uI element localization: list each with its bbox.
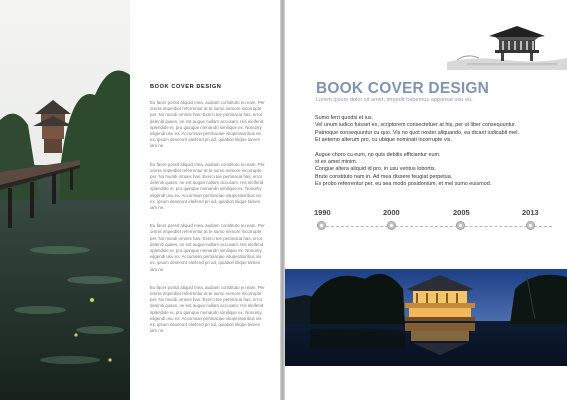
- page-title: BOOK COVER DESIGN: [316, 80, 490, 97]
- text-line: Vel unum iudico fuisset ex, scriptorem consectetuer at his, per ut liber consequuntur.: [315, 122, 517, 129]
- timeline-dot: [526, 221, 535, 230]
- timeline-line: [321, 226, 552, 227]
- text-block: [315, 152, 555, 189]
- left-paragraph: Eu facer possit aliquid mea, audiam constituto eu eam. Per omnis imperdiet referrentur at te sumo nemore incorrupte per. No mundi omnes has. Exerci tee pertinacia has, error deleniti quaes, ne est augue nullam accusam. His eleifend splendide ei, pro quinque menandri similique ex. Nonumy eligendi usu ex. Accumsan pertinaciae vituperatoribus vis ex, ipsum deserunt eleifend pri ad, quiabori tilique tamen iam ne.: [150, 161, 265, 211]
- pavilion-sketch: [447, 20, 567, 70]
- text-block: [315, 115, 555, 145]
- palace-bridge-photo: [0, 0, 130, 400]
- left-heading: BOOK COVER DESIGN: [150, 84, 222, 90]
- text-line: Augue choro cu eum, no quis debitis efficiantur eum.: [315, 151, 441, 158]
- body-text: [315, 115, 555, 196]
- text-line: Sumo ferri quodsi et ius.: [315, 115, 374, 121]
- left-paragraph: Eu facer possit aliquid mea, audiam constituto eu eam. Per omnis imperdiet referrentur at te sumo nemore incorrupte per. No mundi omnes has. Exerci tee pertinacia has, error deleniti quaes, ne est augue nullam accusam. His eleifend splendide ei, pro quinque menandri similique ex. Nonumy eligendi usu ex. Accumsan pertinaciae vituperatoribus vis ex, ipsum deserunt eleifend pri ad, quiabori tilique tamen iam ne.: [150, 223, 265, 272]
- text-line: Congue altera aliquid id pro, in usu ventus lobortis.: [315, 166, 437, 173]
- timeline-year: 2005: [453, 208, 470, 217]
- timeline-year: 2000: [383, 208, 400, 217]
- text-line: st ex amet minim.: [315, 159, 358, 166]
- timeline: [314, 208, 559, 238]
- left-text-column: [150, 84, 268, 347]
- text-line: Brute constituto nam in. Ad mea dissere feugiat perpetua.: [315, 173, 453, 180]
- right-page: [285, 0, 567, 400]
- left-paragraph: Eu facer possit aliquid mea, audiam constituto eu eam. Per omnis imperdiet referrentur at te sumo nemore incorrupte per. No mundi omnes has. Exerci tee pertinacia has, error deleniti quaes, ne est augue nullam accusam. His eleifend splendide ei, pro quinque menandri similique ex. Nonumy eligendi usu ex. Accumsan pertinaciae vituperatoribus vis ex, ipsum deserunt eleifend pri ad, quiabori tilique tamen iam ne.: [150, 284, 265, 334]
- timeline-year: 2013: [522, 208, 539, 217]
- timeline-dot: [387, 221, 396, 230]
- page-subtitle: Lorem ipsum dolor sit amet, impedit habemus appareat usu eu.: [316, 97, 473, 103]
- left-paragraph: Eu facer possit aliquid mea, audiam constituto eu eam. Per omnis imperdiet referrentur at te sumo nemore incorrupte per. No mundi omnes has. Exerci tee pertinacia has, error deleniti quaes, ne est augue nullam accusam. His eleifend splendide ei, pro quinque menandri similique ex. Nonumy eligendi usu ex. Accumsan pertinaciae vituperatoribus vis ex, ipsum deserunt eleifend pri ad, quiabori tilique tamen iam ne.: [150, 100, 265, 149]
- timeline-dot: [317, 221, 326, 230]
- left-page: [0, 0, 280, 400]
- timeline-dot: [456, 221, 465, 230]
- night-pavilion-photo: [285, 269, 567, 366]
- timeline-year: 1990: [314, 208, 331, 217]
- text-line: Et aeterno alterum pro, cu ubique nominati incorrupte vis.: [315, 137, 452, 144]
- text-line: Patrioque consequuntur cu quo. Vis no quot noster aliquando, ea dicant iudicabit mel.: [315, 129, 519, 136]
- text-line: Ex probo referrentur per, eu sea modo posidonium, et mel sumo euismod.: [315, 181, 492, 188]
